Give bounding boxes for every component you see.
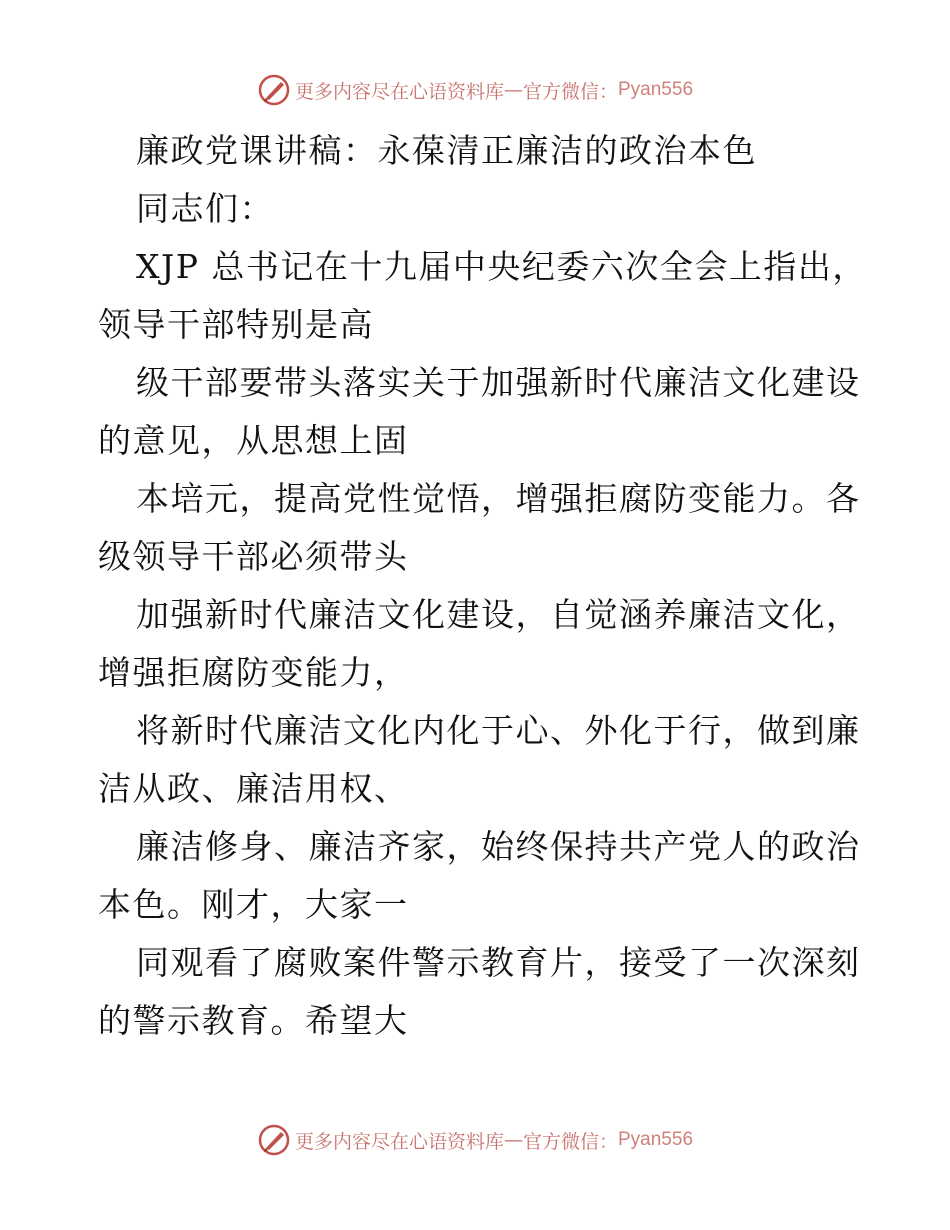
paragraph-line: 本色。刚才，大家一 [98, 885, 409, 924]
watermark-text: 更多内容尽在心语资料库 [294, 1130, 504, 1153]
paragraph-line: 廉洁修身、廉洁齐家，始终保持共产党人的政治 [136, 827, 861, 866]
paragraph-line: XJP 总书记在十九届中央纪委六次全会上指出， [136, 247, 867, 286]
watermark-wechat-label: 官方微信： [522, 1130, 618, 1153]
paragraph-line: 将新时代廉洁文化内化于心、外化于行，做到廉 [136, 711, 861, 750]
pen-logo-icon [257, 1123, 291, 1157]
document-body [98, 122, 867, 1050]
watermark-wechat-id: Pyan556 [618, 79, 694, 100]
paragraph-line: 同观看了腐败案件警示教育片，接受了一次深刻 [136, 943, 861, 982]
paragraph-line: 的意见，从思想上固 [98, 421, 409, 460]
watermark-text: 更多内容尽在心语资料库 [294, 80, 504, 103]
document-title: 廉政党课讲稿：永葆清正廉洁的政治本色 [136, 131, 757, 170]
paragraph-line: 加强新时代廉洁文化建设，自觉涵养廉洁文化， [136, 595, 861, 634]
paragraph-line: 增强拒腐防变能力， [98, 653, 409, 692]
pen-logo-icon [257, 73, 291, 107]
header-watermark [0, 70, 950, 110]
paragraph-line: 本培元，提高党性觉悟，增强拒腐防变能力。各 [136, 479, 861, 518]
paragraph-line: 领导干部特别是高 [98, 305, 374, 344]
watermark-wechat-label: 官方微信： [522, 80, 618, 103]
paragraph-line: 的警示教育。希望大 [98, 1001, 409, 1040]
footer-watermark [0, 1120, 950, 1160]
paragraph-line: 级领导干部必须带头 [98, 537, 409, 576]
paragraph-line: 同志们： [136, 189, 274, 228]
watermark-separator: — [503, 79, 523, 101]
watermark-separator: — [503, 1129, 523, 1151]
watermark-wechat-id: Pyan556 [618, 1129, 694, 1150]
paragraph-line: 洁从政、廉洁用权、 [98, 769, 409, 808]
paragraph-line: 级干部要带头落实关于加强新时代廉洁文化建设 [136, 363, 861, 402]
